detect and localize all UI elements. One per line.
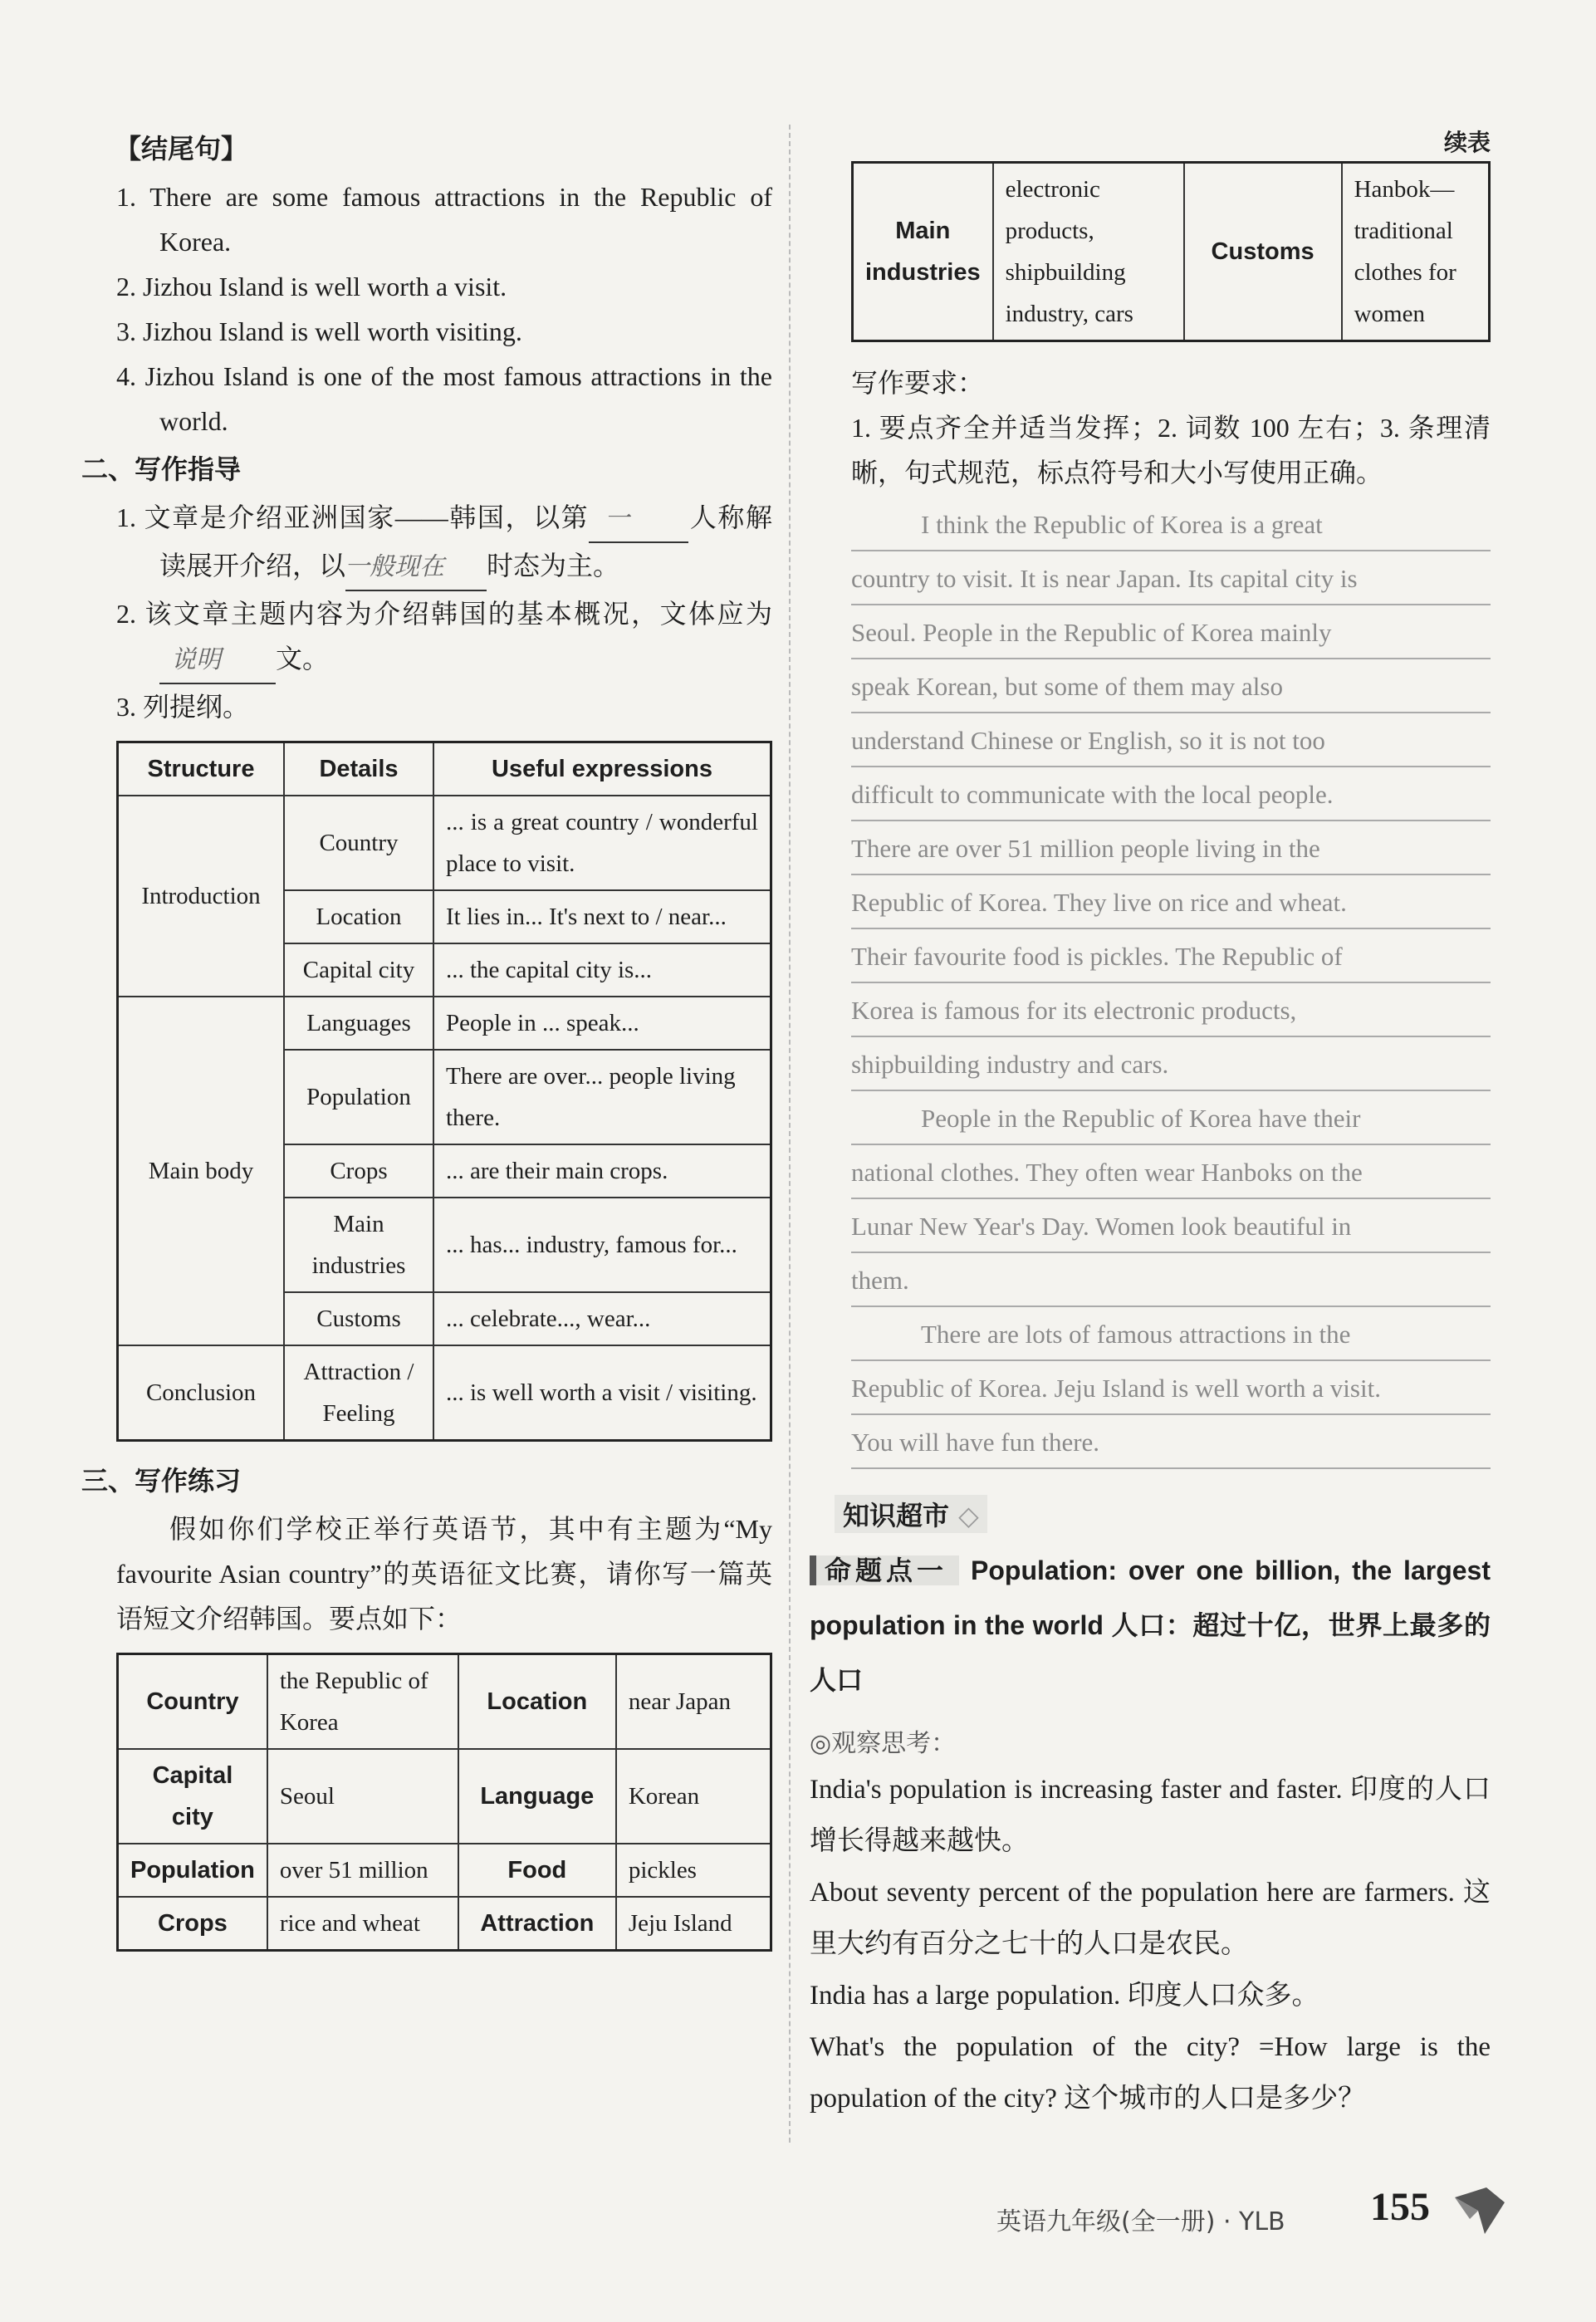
ending-heading: 【结尾句】 [115,133,248,164]
guide-heading: 二、写作指导 [81,453,242,485]
answer-fill: 一 [589,497,688,543]
book-title: 英语九年级(全一册) · YLB [996,2207,1285,2236]
table-row: Structure Details Useful expressions [118,742,771,796]
right-column [810,125,1491,2124]
table-row: Customs ... celebrate..., wear... [118,1292,771,1345]
bird-icon [1453,2186,1506,2236]
table-row: Population over 51 million Food pickles [118,1844,771,1897]
continued-table [851,161,1491,342]
table-row: Location It lies in... It's next to / near... [118,890,771,943]
example-sentence: What's the population of the city? =How large is the population of the city? 这个城市的人口是多少？ [810,2032,1491,2114]
practice-heading: 三、写作练习 [81,1465,242,1497]
practice-prompt: 假如你们学校正举行英语节，其中有主题为“My favourite Asian country”的英语征文比赛，请你写一篇英语短文介绍韩国。要点如下： [116,1514,772,1634]
requirements-text: 1. 要点齐全并适当发挥；2. 词数 100 左右；3. 条理清晰，句式规范，标点符号和大小写使用正确。 [851,413,1491,487]
ending-item: 4. Jizhou Island is one of the most famous attractions in the world. [116,361,772,436]
column-divider [789,125,791,2143]
example-sentence: India has a large population. 印度人口众多。 [810,1981,1319,2011]
diamond-icon: ◇ [958,1500,979,1531]
example-sentence: About seventy percent of the population here are farmers. 这里大约有百分之七十的人口是农民。 [810,1878,1491,1959]
guide-item-1: 1. 文章是介绍亚洲国家——韩国，以第 一 人称解读展开介绍，以一般现在 时态为主。 [116,495,772,591]
knowledge-tag: 命题点一 [810,1555,959,1585]
table-row: Introduction Country ... is a great country / wonderful place to visit. [118,796,771,890]
table-row: Crops ... are their main crops. [118,1144,771,1198]
answer-fill: 说明 [159,638,276,684]
points-table [116,1653,772,1952]
knowledge-heading: 知识超市 ◇ [835,1495,987,1533]
guide-item-2: 2. 该文章主题内容为介绍韩国的基本概况，文体应为说明 文。 [116,591,772,684]
ending-item: 1. There are some famous attractions in the Republic of Korea. [116,182,772,257]
guide-item-3: 3. 列提纲。 [116,692,250,722]
page-number: 155 [1370,2185,1430,2229]
table-row: Crops rice and wheat Attraction Jeju Island [118,1897,771,1951]
table-row: Conclusion Attraction / Feeling ... is well worth a visit / visiting. [118,1345,771,1441]
examples [810,1764,1491,2124]
continued-label: 续表 [1443,129,1491,156]
example-sentence: India's population is increasing faster and faster. 印度的人口增长得越来越快。 [810,1775,1491,1856]
left-column [81,125,772,1970]
table-row: Main body Languages People in ... speak... [118,997,771,1050]
model-essay: I think the Republic of Korea is a great country to visit. It is near Japan. Its capital city is Seoul. People in the Republic of Korea mainly speak Korean, but some of them may also understand Chinese or English, so it is not too difficult to communicate with the local people. There are over 51 million people living in the Republic of Korea. They live on rice and wheat. Their favourite food is pickles. The Republic of Korea is famous for its electronic products, shipbuilding industry and cars. People in the Republic of Korea have their national clothes. They often wear Hanboks on the Lunar New Year's Day. Women look beautiful in them. There are lots of famous attractions in the Republic of Korea. Jeju Island is well worth a visit. You will have fun there. [851,500,1491,1469]
table-row: Capital city Seoul Language Korean [118,1749,771,1844]
table-row: Capital city ... the capital city is... [118,943,771,997]
table-row: Main industries electronic products, shipbuilding industry, cars Customs Hanbok—traditional clothes for women [853,163,1490,341]
answer-fill: 一般现在 [345,545,487,591]
table-row: Country the Republic of Korea Location near Japan [118,1654,771,1750]
outline-table [116,741,772,1442]
table-row: Population There are over... people living there. [118,1050,771,1144]
knowledge-point: 命题点一 Population: over one billion, the largest population in the world 人口：超过十亿，世界上最多的人口 [810,1555,1491,1695]
ending-item: 3. Jizhou Island is well worth visiting. [116,316,522,346]
table-row: Main industries ... has... industry, famous for... [118,1198,771,1292]
requirements-heading: 写作要求： [851,368,985,398]
ending-item: 2. Jizhou Island is well worth a visit. [116,272,507,301]
observe-label: ◎观察思考： [810,1729,957,1758]
